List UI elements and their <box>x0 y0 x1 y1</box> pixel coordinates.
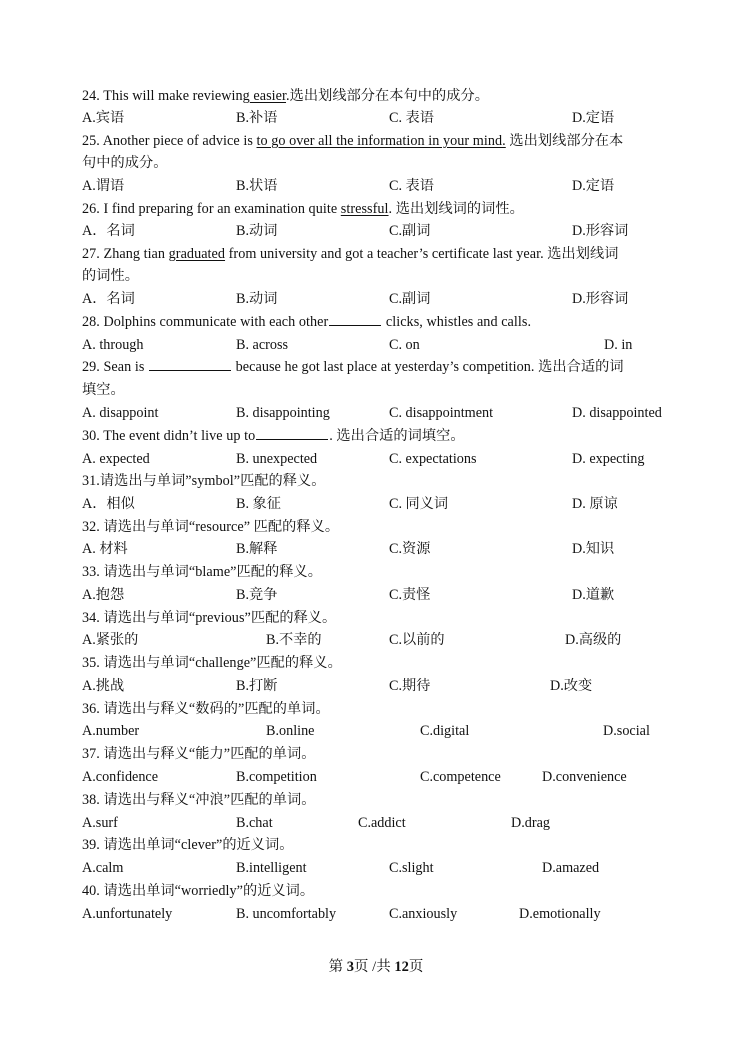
stem-text: . 选出划线词的词性。 <box>388 201 524 217</box>
option-b: B. uncomfortably <box>236 906 337 922</box>
option-a: A．名词 <box>82 223 135 239</box>
question-34-stem: 34. 请选出与单词“previous”匹配的释义。 <box>82 610 337 626</box>
footer-text: 页 /共 <box>354 959 395 975</box>
page-footer <box>0 957 752 977</box>
stem-text: because he got last place at yesterday’s competition. 选出合适的词 <box>232 359 624 375</box>
option-d: D. 原谅 <box>572 496 618 512</box>
option-b: B.chat <box>236 815 273 831</box>
option-a: A.unfortunately <box>82 906 173 922</box>
option-d: D.drag <box>511 815 551 831</box>
option-b: B.打断 <box>236 678 278 694</box>
underlined-text: graduated <box>168 246 226 262</box>
option-a: A.谓语 <box>82 178 125 194</box>
option-c: C. 表语 <box>389 110 434 126</box>
option-b: B.状语 <box>236 178 278 194</box>
option-c: C.责怪 <box>389 587 431 603</box>
option-b: B.intelligent <box>236 860 307 876</box>
stem-text: 26. I find preparing for an examination quite <box>82 201 341 217</box>
answer-blank <box>149 357 231 371</box>
question-30-stem <box>82 426 465 446</box>
question-27-stem <box>82 244 618 264</box>
total-pages-number: 12 <box>394 959 409 975</box>
option-c: C.digital <box>420 723 470 739</box>
footer-text: 页 <box>408 959 424 975</box>
option-a: A.number <box>82 723 140 739</box>
option-a: A.紧张的 <box>82 632 139 648</box>
question-37-stem: 37. 请选出与释义“能力”匹配的单词。 <box>82 746 316 762</box>
option-b: B.解释 <box>236 541 278 557</box>
question-29-stem <box>82 357 624 377</box>
option-b: B.竞争 <box>236 587 278 603</box>
option-b: B.不幸的 <box>266 632 322 648</box>
current-page-number: 3 <box>346 959 355 975</box>
option-d: D.形容词 <box>572 291 629 307</box>
option-c: C.资源 <box>389 541 431 557</box>
option-c: C.competence <box>420 769 501 785</box>
option-a: A. through <box>82 337 144 353</box>
option-c: C.addict <box>358 815 406 831</box>
option-d: D.知识 <box>572 541 615 557</box>
stem-text: 25. Another piece of advice is <box>82 133 257 149</box>
option-d: D.convenience <box>542 769 627 785</box>
option-d: D.道歉 <box>572 587 615 603</box>
stem-text: . 选出合适的词填空。 <box>329 428 465 444</box>
stem-text: 24. This will make reviewing <box>82 88 250 104</box>
option-a: A．名词 <box>82 291 135 307</box>
option-c: C. on <box>389 337 420 353</box>
option-c: C.anxiously <box>389 906 458 922</box>
underlined-text: easier <box>249 88 287 104</box>
option-b: B. unexpected <box>236 451 318 467</box>
question-24-stem <box>82 86 489 106</box>
stem-text: clicks, whistles and calls. <box>382 314 532 330</box>
answer-blank <box>256 426 328 440</box>
option-a: A.surf <box>82 815 118 831</box>
stem-text: 选出划线部分在本 <box>505 133 624 149</box>
stem-text: .选出划线部分在本句中的成分。 <box>286 88 489 104</box>
option-d: D.定语 <box>572 110 615 126</box>
question-32-stem: 32. 请选出与单词“resource” 匹配的释义。 <box>82 519 340 535</box>
option-c: C. 表语 <box>389 178 434 194</box>
question-25-stem <box>82 131 623 151</box>
option-c: C.以前的 <box>389 632 445 648</box>
footer-text: 第 <box>328 959 347 975</box>
option-b: B. disappointing <box>236 405 330 421</box>
question-39-stem: 39. 请选出单词“clever”的近义词。 <box>82 837 294 853</box>
option-a: A.抱怨 <box>82 587 125 603</box>
question-29-stem-cont: 填空。 <box>82 382 125 398</box>
option-a: A. disappoint <box>82 405 159 421</box>
option-b: B.补语 <box>236 110 278 126</box>
underlined-text: to go over all the information in your mind. <box>256 133 506 149</box>
question-36-stem: 36. 请选出与释义“数码的”匹配的单词。 <box>82 701 330 717</box>
option-a: A.宾语 <box>82 110 125 126</box>
option-c: C. expectations <box>389 451 477 467</box>
option-a: A.confidence <box>82 769 159 785</box>
question-25-stem-cont: 句中的成分。 <box>82 155 168 171</box>
stem-text: 27. Zhang tian <box>82 246 169 262</box>
stem-text: from university and got a teacher’s certificate last year. 选出划线词 <box>225 246 619 262</box>
question-31-stem: 31.请选出与单词”symbol”匹配的释义。 <box>82 473 326 489</box>
option-d: D.形容词 <box>572 223 629 239</box>
question-38-stem: 38. 请选出与释义“冲浪”匹配的单词。 <box>82 792 316 808</box>
option-c: C.期待 <box>389 678 431 694</box>
option-d: D.amazed <box>542 860 600 876</box>
option-c: C.slight <box>389 860 434 876</box>
question-35-stem: 35. 请选出与单词“challenge”匹配的释义。 <box>82 655 342 671</box>
option-c: C. 同义词 <box>389 496 449 512</box>
option-d: D. in <box>604 337 633 353</box>
answer-blank <box>329 312 381 326</box>
option-d: D.emotionally <box>519 906 601 922</box>
stem-text: 30. The event didn’t live up to <box>82 428 256 444</box>
option-b: B. 象征 <box>236 496 281 512</box>
stem-text: 29. Sean is <box>82 359 149 375</box>
option-c: C.副词 <box>389 223 431 239</box>
option-a: A. 材料 <box>82 541 128 557</box>
question-26-stem <box>82 199 524 219</box>
option-b: B.competition <box>236 769 317 785</box>
option-b: B.动词 <box>236 291 278 307</box>
option-d: D.高级的 <box>565 632 622 648</box>
question-27-stem-cont: 的词性。 <box>82 268 139 284</box>
option-d: D.改变 <box>550 678 593 694</box>
option-a: A.挑战 <box>82 678 125 694</box>
option-d: D.定语 <box>572 178 615 194</box>
option-c: C.副词 <box>389 291 431 307</box>
option-a: A．相似 <box>82 496 135 512</box>
option-b: B. across <box>236 337 289 353</box>
question-40-stem: 40. 请选出单词“worriedly”的近义词。 <box>82 883 315 899</box>
option-d: D. disappointed <box>572 405 662 421</box>
option-d: D. expecting <box>572 451 645 467</box>
option-b: B.online <box>266 723 315 739</box>
option-c: C. disappointment <box>389 405 494 421</box>
option-d: D.social <box>603 723 650 739</box>
option-b: B.动词 <box>236 223 278 239</box>
underlined-text: stressful <box>340 201 389 217</box>
option-a: A.calm <box>82 860 124 876</box>
option-a: A. expected <box>82 451 150 467</box>
question-28-stem <box>82 312 531 332</box>
question-33-stem: 33. 请选出与单词“blame”匹配的释义。 <box>82 564 322 580</box>
stem-text: 28. Dolphins communicate with each other <box>82 314 329 330</box>
